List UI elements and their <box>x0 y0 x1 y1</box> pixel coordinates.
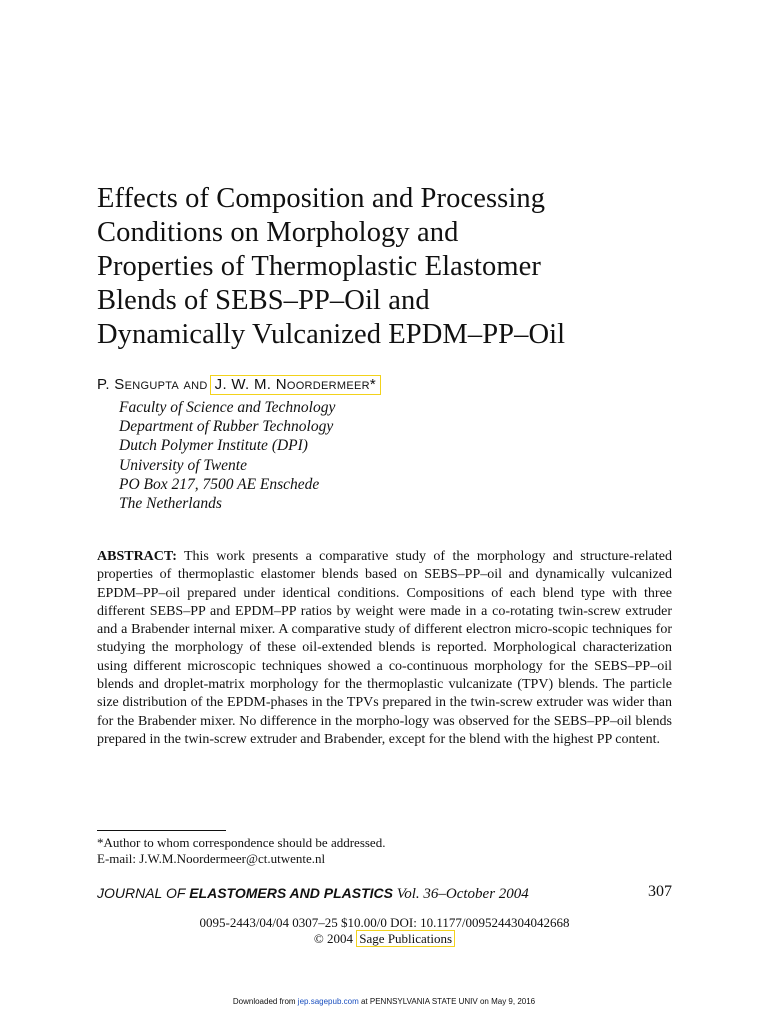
affiliation-line: The Netherlands <box>119 495 222 513</box>
abstract <box>97 548 672 749</box>
copyright-line <box>97 931 672 947</box>
author-conjunction: and <box>183 376 208 393</box>
affiliation-line: University of Twente <box>119 456 247 474</box>
highlighted-author[interactable] <box>210 375 381 395</box>
title-line: Effects of Composition and Processing <box>97 183 546 214</box>
affiliation-line: PO Box 217, 7500 AE Enschede <box>119 475 320 493</box>
author-name: P. Sengupta <box>97 376 180 393</box>
bibliographic-info <box>97 915 672 946</box>
journal-prefix: JOURNAL OF <box>97 885 186 901</box>
footnote-email: E-mail: J.W.M.Noordermeer@ct.utwente.nl <box>97 850 326 866</box>
download-suffix: at PENNSYLVANIA STATE UNIV on May 9, 2016 <box>360 997 536 1006</box>
journal-citation <box>97 884 529 903</box>
doi-line: 0095-2443/04/04 0307–25 $10.00/0 DOI: 10.1177/0095244304042668 <box>199 915 570 930</box>
article-title <box>97 182 717 352</box>
abstract-text: This work presents a comparative study of the morphology and structure-related properties of thermoplastic elastomer blends based on SEBS–PP–oil and dynamically vulcanized EPDM–PP–oil prepared under identical conditions. Compositions of each blend type with three different SEBS–PP and EPDM–PP ratios by weight were made in a co-rotating twin-screw extruder and a Brabender internal mixer. A comparative study of different electron micro-scopic techniques for studying the morphology of these oil-extended blends is reported. Morphological characterization using different microscopic techniques showed a co-continuous morphology for the SEBS–PP–oil blends and droplet-matrix morphology for the thermoplastic vulcanizate (TPV) blends. The particle size distribution of the EPDM-phases in the TPVs prepared in the twin-screw extruder was wider than for the Brabender mixer. No difference in the morpho-logy was observed for the SEBS–PP–oil blends prepared in the twin-screw extruder and Brabender, except for the blend with the highest PP content. <box>97 549 672 747</box>
footnote-line: *Author to whom correspondence should be addressed. <box>97 835 386 850</box>
title-line: Dynamically Vulcanized EPDM–PP–Oil <box>97 319 566 350</box>
footnote <box>97 835 385 866</box>
journal-name: ELASTOMERS AND PLASTICS <box>189 885 393 901</box>
affiliation-line: Dutch Polymer Institute (DPI) <box>119 437 308 455</box>
publisher-link[interactable]: Sage Publications <box>356 930 455 947</box>
author-line <box>97 376 381 394</box>
title-line: Properties of Thermoplastic Elastomer <box>97 251 542 282</box>
page-number: 307 <box>648 883 672 900</box>
footnote-rule <box>97 830 226 831</box>
download-link[interactable]: jep.sagepub.com <box>297 997 359 1006</box>
author-name: J. W. M. Noordermeer <box>214 376 370 393</box>
journal-volume: Vol. 36–October 2004 <box>396 886 529 902</box>
abstract-label: ABSTRACT: <box>97 549 177 564</box>
title-line: Conditions on Morphology and <box>97 217 459 248</box>
corresponding-author-mark: * <box>369 376 377 393</box>
download-prefix: Downloaded from <box>232 997 296 1006</box>
affiliation <box>119 398 335 513</box>
copyright-prefix: © 2004 <box>313 930 354 946</box>
affiliation-line: Department of Rubber Technology <box>119 418 334 436</box>
affiliation-line: Faculty of Science and Technology <box>119 399 336 416</box>
title-line: Blends of SEBS–PP–Oil and <box>97 285 430 316</box>
download-notice <box>0 997 768 1007</box>
